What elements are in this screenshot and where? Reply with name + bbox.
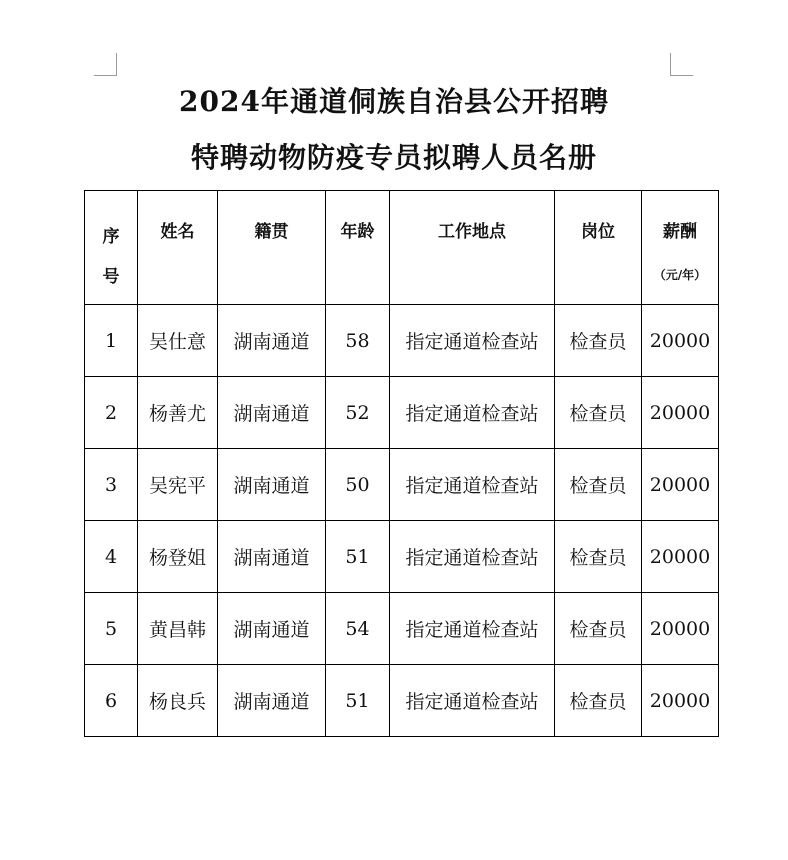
- table-header-row: [85, 191, 719, 305]
- cell-position: 检查员: [555, 305, 642, 377]
- table-row: [85, 521, 719, 593]
- header-seq-line2: 号: [102, 267, 120, 287]
- cell-name: 杨善尤: [138, 377, 218, 449]
- cell-workplace: 指定通道检查站: [390, 521, 555, 593]
- cell-salary: 20000: [642, 665, 719, 737]
- cell-origin: 湖南通道: [218, 449, 326, 521]
- cell-seq: 4: [85, 521, 138, 593]
- cell-age: 51: [326, 521, 390, 593]
- cell-workplace: 指定通道检查站: [390, 665, 555, 737]
- document-title-line-2: 特聘动物防疫专员拟聘人员名册: [190, 141, 597, 174]
- cell-age: 52: [326, 377, 390, 449]
- cell-workplace: 指定通道检查站: [390, 593, 555, 665]
- document-title-line-1: 2024年通道侗族自治县公开招聘: [179, 85, 609, 118]
- header-origin: 籍贯: [218, 191, 326, 305]
- table-row: [85, 449, 719, 521]
- table-row: [85, 665, 719, 737]
- cell-workplace: 指定通道检查站: [390, 449, 555, 521]
- table-row: [85, 377, 719, 449]
- header-workplace: 工作地点: [390, 191, 555, 305]
- cell-origin: 湖南通道: [218, 305, 326, 377]
- cell-seq: 3: [85, 449, 138, 521]
- cell-age: 54: [326, 593, 390, 665]
- cell-position: 检查员: [555, 665, 642, 737]
- cell-seq: 5: [85, 593, 138, 665]
- cell-origin: 湖南通道: [218, 521, 326, 593]
- margin-mark-top-right: [670, 53, 693, 76]
- roster-table: [84, 190, 719, 737]
- cell-salary: 20000: [642, 521, 719, 593]
- cell-name: 杨良兵: [138, 665, 218, 737]
- cell-seq: 1: [85, 305, 138, 377]
- cell-name: 吴宪平: [138, 449, 218, 521]
- cell-origin: 湖南通道: [218, 665, 326, 737]
- table-row: [85, 305, 719, 377]
- cell-position: 检查员: [555, 521, 642, 593]
- cell-seq: 6: [85, 665, 138, 737]
- cell-name: 黄昌韩: [138, 593, 218, 665]
- header-age: 年龄: [326, 191, 390, 305]
- cell-salary: 20000: [642, 593, 719, 665]
- header-seq: [85, 191, 138, 305]
- cell-position: 检查员: [555, 593, 642, 665]
- cell-salary: 20000: [642, 449, 719, 521]
- cell-position: 检查员: [555, 449, 642, 521]
- table-row: [85, 593, 719, 665]
- cell-origin: 湖南通道: [218, 593, 326, 665]
- cell-workplace: 指定通道检查站: [390, 377, 555, 449]
- cell-salary: 20000: [642, 305, 719, 377]
- cell-name: 杨登姐: [138, 521, 218, 593]
- header-salary: [642, 191, 719, 305]
- header-salary-unit: （元/年）: [653, 268, 707, 282]
- margin-mark-top-left: [94, 53, 117, 76]
- header-position: 岗位: [555, 191, 642, 305]
- header-name: 姓名: [138, 191, 218, 305]
- cell-age: 50: [326, 449, 390, 521]
- cell-origin: 湖南通道: [218, 377, 326, 449]
- cell-position: 检查员: [555, 377, 642, 449]
- cell-age: 51: [326, 665, 390, 737]
- header-salary-label: 薪酬: [663, 222, 697, 242]
- cell-workplace: 指定通道检查站: [390, 305, 555, 377]
- cell-name: 吴仕意: [138, 305, 218, 377]
- cell-seq: 2: [85, 377, 138, 449]
- cell-salary: 20000: [642, 377, 719, 449]
- cell-age: 58: [326, 305, 390, 377]
- header-seq-line1: 序: [102, 227, 120, 247]
